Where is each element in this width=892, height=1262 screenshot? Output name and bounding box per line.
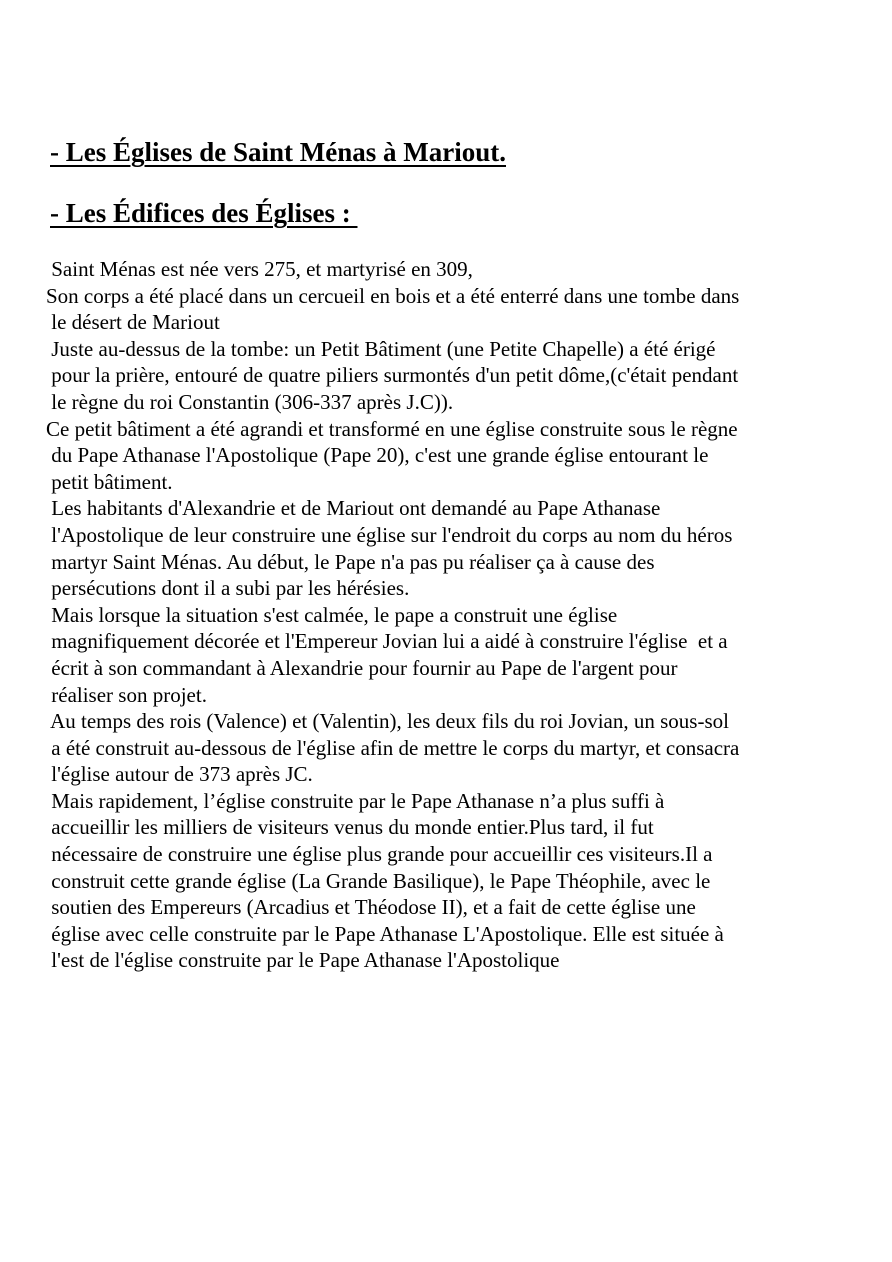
text-line: écrit à son commandant à Alexandrie pour fournir au Pape de l'argent pour	[46, 655, 678, 680]
text-line: réaliser son projet.	[46, 682, 207, 707]
text-line: Ce petit bâtiment a été agrandi et transformé en une église construite sous le règne	[46, 416, 738, 441]
text-line: l'église autour de 373 après JC.	[46, 762, 313, 787]
text-line: petit bâtiment.	[46, 469, 173, 494]
text-line: Mais rapidement, l’église construite par le Pape Athanase n’a plus suffi à	[46, 788, 665, 813]
text-line: Au temps des rois (Valence) et (Valentin), les deux fils du roi Jovian, un sous-sol	[46, 709, 729, 734]
text-line: le désert de Mariout	[46, 310, 220, 335]
text-line: Mais lorsque la situation s'est calmée, le pape a construit une église	[46, 602, 618, 627]
text-line: Les habitants d'Alexandrie et de Mariout ont demandé au Pape Athanase	[46, 496, 661, 521]
text-line: du Pape Athanase l'Apostolique (Pape 20), c'est une grande église entourant le	[46, 443, 709, 468]
text-line: église avec celle construite par le Pape Athanase L'Apostolique. Elle est située à	[46, 921, 724, 946]
body-text	[0, 256, 892, 974]
text-line: Son corps a été placé dans un cercueil en bois et a été enterré dans une tombe dans	[46, 283, 740, 308]
text-line: magnifiquement décorée et l'Empereur Jovian lui a aidé à construire l'église et a	[46, 629, 728, 654]
text-line: le règne du roi Constantin (306-337 après J.C)).	[46, 389, 454, 414]
text-line: Saint Ménas est née vers 275, et martyrisé en 309,	[46, 257, 473, 281]
text-line: l'Apostolique de leur construire une église sur l'endroit du corps au nom du héros	[46, 522, 733, 547]
text-line: soutien des Empereurs (Arcadius et Théodose II), et a fait de cette église une	[46, 895, 696, 920]
heading-buildings: - Les Édifices des Églises :	[50, 198, 358, 228]
text-line: martyr Saint Ménas. Au début, le Pape n'a pas pu réaliser ça à cause des	[46, 549, 655, 574]
text-line: persécutions dont il a subi par les hérésies.	[46, 576, 410, 601]
text-line: Juste au-dessus de la tombe: un Petit Bâtiment (une Petite Chapelle) a été érigé	[46, 336, 716, 361]
text-line: accueillir les milliers de visiteurs venus du monde entier.Plus tard, il fut	[46, 815, 654, 840]
heading-churches: - Les Églises de Saint Ménas à Mariout.	[50, 137, 506, 167]
text-line: nécessaire de construire une église plus grande pour accueillir ces visiteurs.Il a	[46, 842, 713, 867]
text-line: pour la prière, entouré de quatre piliers surmontés d'un petit dôme,(c'était pendant	[46, 363, 739, 388]
text-line: a été construit au-dessous de l'église afin de mettre le corps du martyr, et consacra	[46, 735, 740, 760]
text-line: construit cette grande église (La Grande Basilique), le Pape Théophile, avec le	[46, 868, 711, 893]
text-line: l'est de l'église construite par le Pape Athanase l'Apostolique	[46, 948, 560, 973]
